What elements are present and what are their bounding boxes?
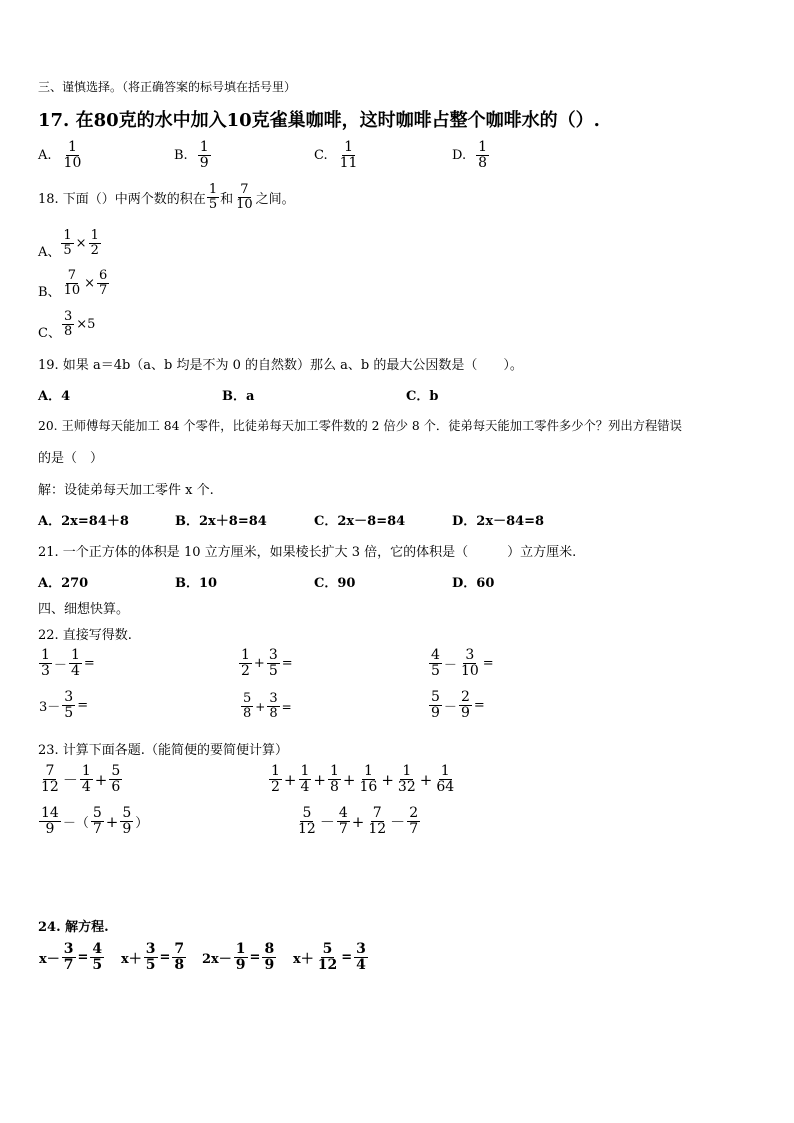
q22-expr-6	[428, 690, 486, 721]
numerator: 3	[269, 691, 278, 706]
denominator: 10	[63, 283, 81, 298]
q24-title: 24. 解方程.	[38, 920, 109, 935]
fraction	[262, 942, 276, 973]
q19-option-c[interactable]: C．b	[406, 389, 439, 404]
denominator: 2	[90, 243, 99, 258]
equals-sign: =	[482, 656, 494, 672]
equation-left: 2x－	[202, 952, 232, 968]
fraction	[267, 648, 280, 679]
denominator: 7	[338, 821, 348, 838]
minus-operator: －	[390, 813, 406, 832]
denominator: 64	[436, 779, 455, 796]
numerator: 5	[111, 763, 121, 779]
denominator: 2	[271, 779, 280, 796]
fraction	[434, 764, 456, 795]
q17-text: 17. 在80克的水中加入10克雀巢咖啡，这时咖啡占整个咖啡水的（）.	[38, 110, 600, 131]
denominator: 12	[317, 957, 338, 974]
denominator: 5	[145, 957, 156, 974]
fraction	[144, 942, 158, 973]
q24-equation-3	[201, 942, 277, 973]
close-paren: ）	[135, 816, 149, 832]
fraction	[407, 806, 420, 837]
fraction	[39, 806, 61, 837]
numerator: 2	[460, 689, 470, 705]
q23-expr-4	[295, 806, 421, 837]
denominator: 10	[63, 155, 82, 172]
fraction	[109, 764, 122, 795]
numerator: 5	[431, 689, 440, 705]
q17-option-a[interactable]	[38, 140, 84, 171]
q22-expr-2	[238, 648, 294, 679]
denominator: 9	[45, 821, 55, 838]
denominator: 4	[81, 779, 91, 796]
whole-minus: 3－	[39, 700, 61, 716]
times-operator: ×	[75, 236, 87, 251]
denominator: 8	[478, 155, 488, 172]
numerator: 1	[67, 139, 77, 155]
fraction	[198, 140, 211, 171]
q20-line1: 20. 王师傅每天能加工 84 个零件，比徒弟每天加工零件数的 2 倍少 8 个．徒弟每天能加工零件多少个？列出方程错误	[38, 419, 682, 433]
option-label: A.	[38, 148, 52, 164]
q22-title: 22. 直接写得数.	[38, 628, 132, 643]
minus-paren-operator: －（	[62, 816, 89, 832]
fraction	[459, 690, 472, 721]
option-label: A、	[38, 245, 61, 260]
equals-sign: =	[249, 950, 261, 966]
q24-equation-2	[120, 942, 187, 973]
numerator: 4	[338, 805, 348, 821]
fraction	[207, 183, 219, 212]
denominator: 8	[269, 706, 278, 722]
numerator: 3	[63, 308, 73, 324]
numerator: 3	[63, 941, 74, 957]
denominator: 5	[208, 197, 218, 213]
denominator: 5	[431, 663, 440, 680]
q18-option-c[interactable]	[38, 308, 96, 341]
q23-expr-3	[38, 806, 149, 837]
numerator: 3	[145, 941, 156, 957]
q17-option-d[interactable]	[452, 140, 490, 171]
option-label: B、	[38, 285, 61, 300]
denominator: 10	[236, 197, 253, 213]
numerator: 5	[92, 805, 102, 821]
denominator: 32	[397, 779, 416, 796]
numerator: 1	[63, 227, 72, 243]
fraction	[97, 269, 109, 298]
fraction	[62, 942, 76, 973]
denominator: 8	[63, 324, 73, 339]
fraction	[338, 140, 360, 171]
q22-expr-5	[240, 692, 293, 721]
equals-sign: =	[281, 656, 293, 672]
q19-option-a[interactable]: A．4	[38, 389, 71, 404]
q18-suffix: 之间。	[255, 192, 295, 208]
numerator: 1	[363, 763, 373, 779]
fraction	[39, 764, 61, 795]
denominator: 16	[359, 779, 378, 796]
equation-left: x＋	[121, 952, 142, 968]
q23-expr-2	[268, 764, 457, 795]
equals-sign: =	[83, 656, 95, 672]
equals-sign: =	[77, 950, 89, 966]
numerator: 1	[235, 941, 246, 957]
numerator: 7	[67, 267, 76, 283]
plus-operator: +	[105, 812, 119, 831]
q24-equation-4	[292, 942, 369, 973]
denominator: 9	[431, 705, 440, 722]
fraction	[459, 648, 481, 679]
equals-sign: =	[77, 698, 89, 714]
numerator: 3	[356, 941, 366, 957]
numerator: 1	[41, 647, 50, 663]
plus-operator: +	[283, 770, 297, 789]
denominator: 7	[92, 821, 102, 838]
numerator: 1	[90, 227, 99, 243]
q21-option-c[interactable]: C．90	[314, 576, 356, 591]
numerator: 1	[300, 763, 310, 779]
numerator: 8	[264, 941, 275, 957]
q17-option-c[interactable]	[314, 140, 360, 171]
fraction	[366, 806, 388, 837]
denominator: 8	[243, 706, 252, 722]
q23-title: 23. 计算下面各题.（能简便的要简便计算）	[38, 743, 288, 758]
denominator: 12	[41, 779, 59, 796]
equals-sign: =	[159, 950, 171, 966]
option-label: C、	[38, 326, 61, 341]
fraction	[62, 690, 75, 721]
denominator: 11	[339, 155, 358, 172]
fraction	[429, 690, 442, 721]
q21-option-a[interactable]: A．270	[38, 576, 89, 591]
plus-operator: +	[342, 770, 356, 789]
numerator: 4	[431, 647, 440, 663]
denominator: 5	[64, 705, 74, 722]
denominator: 7	[63, 957, 74, 974]
denominator: 10	[460, 663, 479, 680]
q22-expr-3	[428, 648, 495, 679]
numerator: 7	[174, 941, 185, 957]
fraction	[337, 806, 350, 837]
denominator: 9	[122, 821, 132, 838]
numerator: 14	[41, 805, 59, 821]
plus-operator: +	[419, 770, 433, 789]
fraction	[234, 942, 248, 973]
numerator: 5	[322, 941, 333, 957]
fraction	[269, 764, 282, 795]
fraction	[296, 806, 318, 837]
denominator: 9	[199, 155, 209, 172]
plus-operator: +	[253, 656, 265, 672]
times-operator: ×	[84, 276, 96, 291]
numerator: 6	[99, 267, 108, 283]
option-label: B.	[174, 148, 188, 164]
denominator: 7	[409, 821, 419, 838]
minus-operator: －	[319, 813, 335, 832]
denominator: 5	[268, 663, 278, 680]
denominator: 9	[235, 957, 246, 974]
fraction	[39, 648, 52, 679]
fraction	[429, 648, 442, 679]
fraction	[358, 764, 380, 795]
plus-operator: +	[381, 770, 394, 789]
q20-line2: 的是（ ）	[38, 451, 104, 466]
fraction	[241, 692, 253, 721]
numerator: 4	[92, 941, 103, 957]
denominator: 4	[70, 663, 80, 680]
numerator: 1	[208, 182, 218, 197]
q20-option-b[interactable]: B．2x＋8=84	[175, 514, 267, 529]
fraction	[91, 806, 104, 837]
q20-option-c[interactable]: C．2x－8=84	[314, 514, 406, 529]
fraction	[62, 269, 83, 298]
equals-sign: =	[281, 699, 292, 714]
equals-sign: =	[473, 698, 485, 714]
denominator: 12	[298, 821, 316, 838]
q20-solution: 解：设徒弟每天加工零件 x 个.	[38, 483, 214, 498]
plus-operator: +	[255, 699, 266, 714]
numerator: 1	[440, 763, 450, 779]
option-label: C.	[314, 148, 328, 164]
numerator: 1	[402, 763, 412, 779]
q19-option-b[interactable]: B．a	[222, 389, 255, 404]
numerator: 1	[199, 139, 209, 155]
minus-operator: －	[53, 658, 67, 674]
fraction	[90, 942, 104, 973]
denominator: 8	[174, 957, 185, 974]
plus-operator: +	[313, 770, 326, 789]
numerator: 1	[70, 647, 80, 663]
numerator: 7	[372, 805, 382, 821]
denominator: 7	[99, 283, 108, 298]
fraction	[316, 942, 339, 973]
fraction	[239, 648, 252, 679]
denominator: 4	[300, 779, 310, 796]
q24-equation-1	[38, 942, 105, 973]
denominator: 2	[241, 663, 250, 680]
denominator: 5	[92, 957, 103, 974]
denominator: 5	[63, 243, 72, 258]
numerator: 1	[241, 647, 250, 663]
section4-title: 四、细想快算。	[38, 602, 130, 617]
numerator: 3	[268, 647, 278, 663]
denominator: 3	[41, 663, 50, 680]
numerator: 5	[243, 691, 252, 706]
fraction	[234, 183, 255, 212]
q23-expr-1	[38, 764, 123, 795]
fraction	[89, 229, 101, 258]
fraction	[476, 140, 489, 171]
fraction	[299, 764, 312, 795]
q18-prefix: 18. 下面（）中两个数的积在	[38, 192, 206, 208]
q21-text: 21. 一个正方体的体积是 10 立方厘米，如果棱长扩大 3 倍，它的体积是（ ）立方厘米.	[38, 545, 577, 560]
q22-expr-1	[38, 648, 96, 679]
numerator: 1	[330, 763, 339, 779]
numerator: 1	[271, 763, 280, 779]
equation-left: x＋	[293, 952, 314, 968]
equals-sign: =	[341, 950, 353, 966]
fraction	[69, 648, 82, 679]
numerator: 7	[45, 763, 55, 779]
numerator: 3	[64, 689, 74, 705]
minus-operator: －	[62, 771, 78, 790]
q21-option-b[interactable]: B．10	[175, 576, 218, 591]
q18-and: 和	[220, 192, 234, 208]
q18-option-b[interactable]	[38, 267, 110, 300]
fraction	[172, 942, 186, 973]
fraction	[80, 764, 93, 795]
numerator: 1	[81, 763, 91, 779]
plus-operator: +	[94, 770, 108, 789]
q18-text	[38, 183, 295, 212]
q22-expr-4	[38, 690, 89, 721]
q20-option-d[interactable]: D．2x－84=8	[452, 514, 545, 529]
section3-title: 三、谨慎选择。（将正确答案的标号填在括号里）	[38, 80, 297, 94]
denominator: 8	[330, 779, 339, 796]
times-five: ×5	[76, 317, 96, 332]
numerator: 2	[409, 805, 419, 821]
numerator: 3	[465, 647, 475, 663]
numerator: 5	[122, 805, 132, 821]
q17-option-b[interactable]	[174, 140, 212, 171]
q18-option-a[interactable]	[38, 227, 102, 260]
fraction	[354, 942, 368, 973]
fraction	[120, 806, 133, 837]
numerator: 5	[302, 805, 312, 821]
fraction	[61, 229, 73, 258]
plus-operator: +	[351, 812, 365, 831]
fraction	[62, 140, 84, 171]
denominator: 12	[368, 821, 387, 838]
option-label: D.	[452, 148, 467, 164]
q19-text: 19. 如果 a＝4b（a、b 均是不为 0 的自然数）那么 a、b 的最大公因数是（ ）。	[38, 358, 523, 373]
numerator: 1	[344, 139, 353, 155]
numerator: 1	[478, 139, 488, 155]
fraction	[396, 764, 418, 795]
q20-option-a[interactable]: A．2x=84＋8	[38, 514, 129, 529]
denominator: 6	[111, 779, 121, 796]
denominator: 4	[356, 957, 366, 974]
numerator: 7	[240, 182, 249, 197]
fraction	[62, 310, 74, 339]
fraction	[328, 764, 341, 795]
equation-left: x－	[39, 952, 60, 968]
fraction	[267, 692, 279, 721]
denominator: 9	[460, 705, 470, 722]
denominator: 9	[264, 957, 275, 974]
minus-operator: －	[443, 658, 457, 674]
minus-operator: －	[443, 700, 457, 716]
q21-option-d[interactable]: D．60	[452, 576, 495, 591]
